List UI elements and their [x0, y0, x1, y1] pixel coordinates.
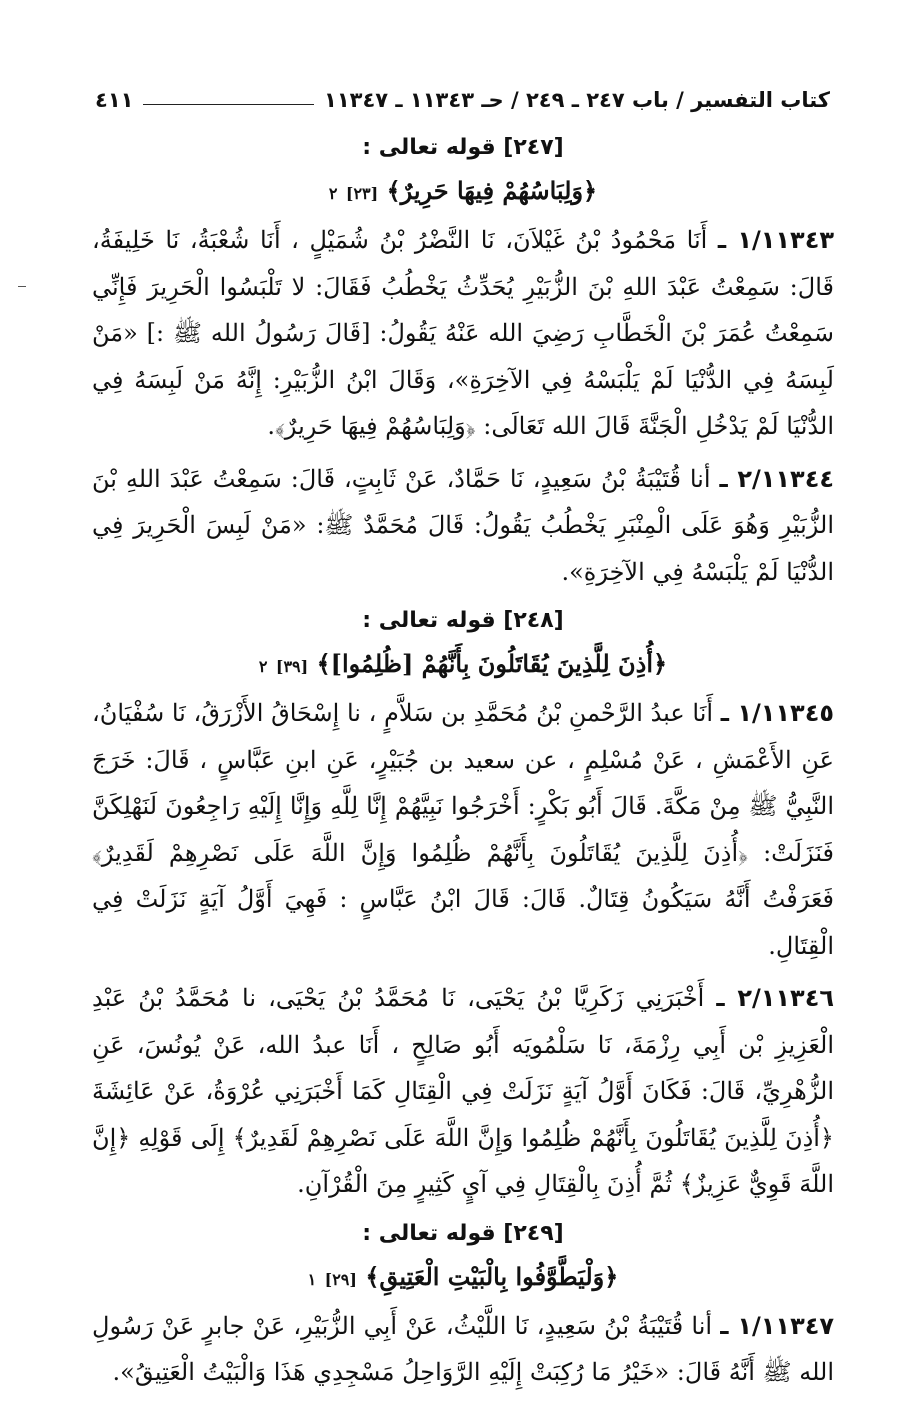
verse-text: ﴿أُذِنَ لِلَّذِينَ يُقَاتَلُونَ بِأَنَّهُمْ [ظُلِمُوا]﴾ [316, 649, 668, 678]
hadith-text: أَنَا مَحْمُودُ بْنُ غَيْلاَنَ، نَا النَّضْرُ بْنُ شُمَيْلٍ ، أَنَا شُعْبَةُ، نَا خَلِيفَةُ، قَالَ: سَمِعْتُ عَبْدَ اللهِ بْنَ الزُّبَيْرِ يُحَدِّثُ يَخْطُبُ فَقَالَ: لا تَلْبَسُوا الْحَرِيرَ فَإِنِّي سَمِعْتُ عُمَرَ بْنَ الْخَطَّابِ رَضِيَ الله عَنْهُ يَقُولُ: [قَالَ رَسُولُ الله ﷺ :] «مَنْ لَبِسَهُ فِي الدُّنْيَا لَمْ يَلْبَسْهُ فِي الآخِرَةِ»، وَقَالَ ابْنُ الزُّبَيْرِ: إِنَّهُ مَنْ لَبِسَهُ فِي الدُّنْيَا لَمْ يَدْخُلِ الْجَنَّةَ قَالَ الله تَعَالَى: ﴿وَلِبَاسُهُمْ فِيهَا حَرِيرٌ﴾. [92, 226, 834, 440]
section-248 [92, 601, 834, 1208]
section-249 [92, 1214, 834, 1396]
footnote-mark: ٢ [258, 657, 268, 676]
hadith-number: ٢/١١٣٤٤ ـ [719, 464, 834, 493]
section-title: [٢٤٩] قوله تعالى : [362, 1220, 564, 1246]
section-title: [٢٤٨] قوله تعالى : [362, 608, 564, 633]
text-column [92, 128, 834, 1402]
hadith-number: ٢/١١٣٤٦ ـ [716, 984, 834, 1012]
running-header [95, 82, 830, 118]
hadith-entry [92, 690, 834, 969]
footnote-mark: ١ [307, 1269, 317, 1289]
verse-text: ﴿وَلِبَاسُهُمْ فِيهَا حَرِيرٌ﴾ [386, 176, 598, 205]
hadith-entry [92, 456, 834, 596]
verse-heading [92, 168, 834, 217]
hadith-number: ١/١١٣٤٧ ـ [720, 1311, 835, 1340]
hadith-number: ١/١١٣٤٥ ـ [720, 699, 834, 727]
section-247 [92, 128, 834, 595]
hadith-entry [92, 217, 834, 450]
hadith-text: أنا قُتَيْبَةُ بْنُ سَعِيدٍ، نَا حَمَّادٌ، عَنْ ثَابِتٍ، قَالَ: سَمِعْتُ عَبْدَ اللهِ بْنَ الزُّبَيْرِ وَهُوَ عَلَى الْمِنْبَرِ يَخْطُبُ يَقُولُ: قَالَ مُحَمَّدٌ ﷺ: «مَنْ لَبِسَ الْحَرِيرَ فِي الدُّنْيَا لَمْ يَلْبَسْهُ فِي الآخِرَةِ». [92, 464, 834, 586]
footnote-mark: ٢ [328, 184, 338, 203]
hadith-entry [92, 1303, 834, 1396]
verse-text: ﴿وَلْيَطَّوَّفُوا بِالْبَيْتِ الْعَتِيقِ﴾ [365, 1261, 619, 1291]
margin-mark [18, 286, 26, 287]
hadith-text: أَنَا عبدُ الرَّحْمنِ بْنُ مُحَمَّدِ بن سَلاَّمٍ ، نا إِسْحَاقُ الأَزْرَقُ، نَا سُفْيَانُ، عَنِ الأَعْمَشِ ، عَنْ مُسْلِمٍ ، عن سعيد بن جُبَيْرٍ، عَنِ ابنِ عَبَّاسٍ ، قَالَ: خَرَجَ النَّبِيُّ ﷺ مِنْ مَكَّةَ. قَالَ أَبُو بَكْرٍ: أَخْرَجُوا نَبِيَّهُمْ إِنَّا لِلَّهِ وَإِنَّا إِلَيْهِ رَاجِعُونَ لَنَهْلِكَنَّ فَنَزَلَتْ: ﴿أُذِنَ لِلَّذِينَ يُقَاتَلُونَ بِأَنَّهُمْ ظُلِمُوا وَإِنَّ اللَّهَ عَلَى نَصْرِهِمْ لَقَدِيرٌ﴾ فَعَرَفْتُ أَنَّهُ سَيَكُونُ قِتَالٌ. قَالَ: قَالَ ابْنُ عَبَّاسٍ : فَهِيَ أَوَّلُ آيَةٍ نَزَلَتْ فِي الْقِتَالِ. [92, 699, 834, 960]
verse-heading [92, 1254, 834, 1303]
hadith-text: أَخْبَرَنِي زَكَرِيَّا بْنُ يَحْيَى، نَا مُحَمَّدُ بْنُ يَحْيَى، نا مُحَمَّدُ بْنُ عَبْدِ الْعَزِيزِ بْن أَبِي رِزْمَةَ، نَا سَلْمُويَه أَبُو صَالِحٍ ، أَنَا عبدُ الله، عَنْ يُونُسَ، عَنِ الزُّهْرِيِّ، قَالَ: فَكَانَ أَوَّلُ آيَةٍ نَزَلَتْ فِي الْقِتَالِ كَمَا أَخْبَرَنِي عُرْوَةُ، عَنْ عَائِشَةَ ﴿أُذِنَ لِلَّذِينَ يُقَاتَلُونَ بِأَنَّهُمْ ظُلِمُوا وَإِنَّ اللَّهَ عَلَى نَصْرِهِمْ لَقَدِيرٌ﴾ إِلَى قَوْلِهِ ﴿إِنَّ اللَّهَ قَوِيٌّ عَزِيزٌ﴾ ثُمَّ أُذِنَ بِالْقِتَالِ فِي آيٍ كَثِيرٍ مِنَ الْقُرْآنِ. [92, 984, 834, 1198]
verse-ref: [٢٣] [345, 184, 379, 203]
hadith-text: أنا قُتَيْبَةُ بْنُ سَعِيدٍ، نَا اللَّيْثُ، عَنْ أَبِي الزُّبَيْرِ، عَنْ جابرٍ عَنْ رَسُولِ الله ﷺ أَنَّهُ قَالَ: «خَيْرُ مَا رُكِبَتْ إِلَيْهِ الرَّوَاحِلُ مَسْجِدِي هَذَا وَالْبَيْتُ الْعَتِيقُ». [92, 1311, 834, 1386]
verse-heading [92, 641, 834, 690]
verse-ref: [٢٩] [324, 1269, 357, 1289]
hadith-number: ١/١١٣٤٣ ـ [717, 226, 834, 254]
verse-ref: [٣٩] [275, 657, 309, 676]
page-number: ٤١١ [95, 88, 134, 112]
section-title: [٢٤٧] قوله تعالى : [362, 135, 564, 160]
running-title: كتاب التفسير / باب ٢٤٧ ـ ٢٤٩ / حـ ١١٣٤٣ ـ ١١٣٤٧ [324, 88, 830, 112]
hadith-entry [92, 975, 834, 1208]
header-rule [143, 104, 314, 105]
